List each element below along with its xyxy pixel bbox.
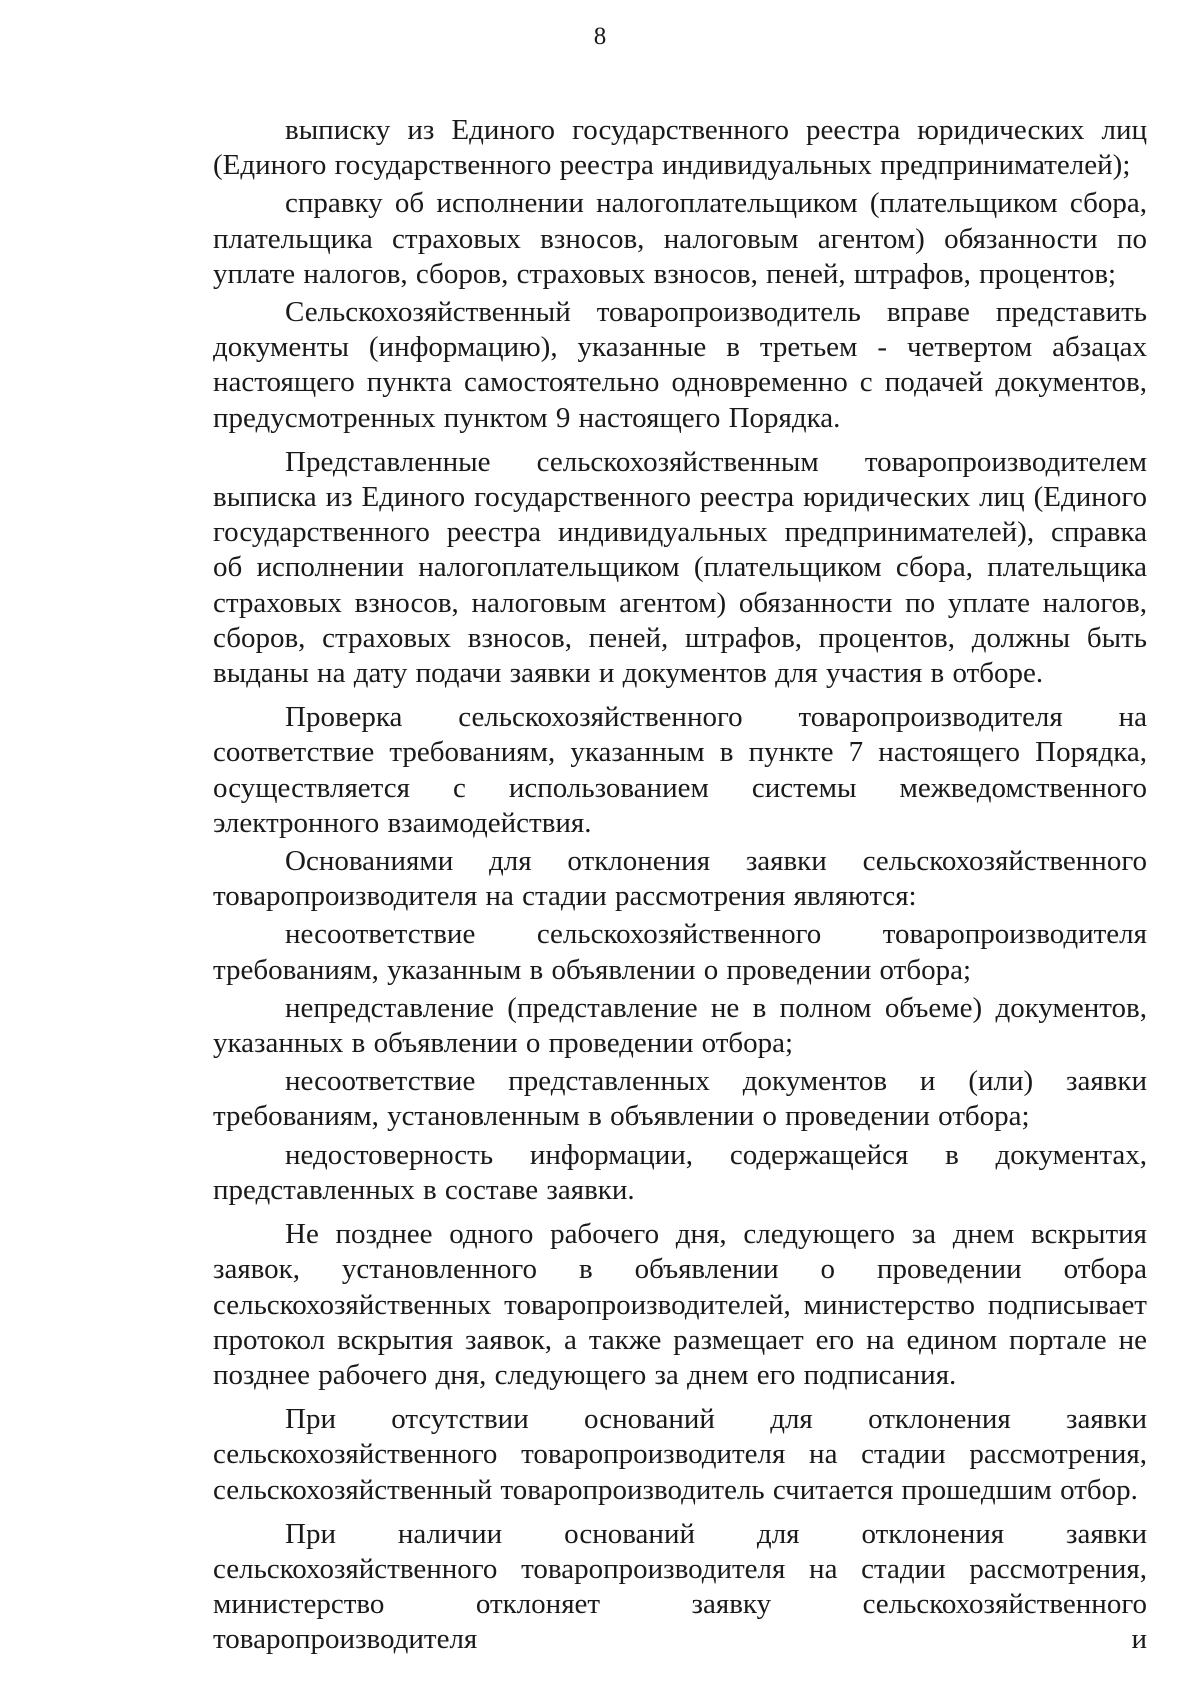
paragraph-opening-protocol: Не позднее одного рабочего дня, следующего за днем вскрытия заявок, установленного в объявлении о проведении отбора сельскохозяйственных товаропроизводителей, министерство подписывает протокол вскрытия заявок, а также размещает его на едином портале не позднее рабочего дня, следующего за днем его подписания. (213, 1218, 1147, 1391)
paragraph-documents-date: Представленные сельскохозяйственным товаропроизводителем выписка из Единого государственного реестра юридических лиц (Единого государственного реестра индивидуальных предпринимателей), справка об исполнении налогоплательщиком (плательщиком сбора, плательщика страховых взносов, налоговым агентом) обязанности по уплате налогов, сборов, страховых взносов, пеней, штрафов, процентов, должны быть выданы на дату подачи заявки и документов для участия в отборе. (213, 445, 1147, 690)
paragraph-egrul-extract: выписку из Единого государственного реестра юридических лиц (Единого государственного реестра индивидуальных предпринимателей); (213, 114, 1147, 182)
paragraph-rejection-grounds: Основаниями для отклонения заявки сельскохозяйственного товаропроизводителя на стадии рассмотрения являются: (213, 845, 1147, 913)
paragraph-right-to-submit: Сельскохозяйственный товаропроизводитель вправе представить документы (информацию), указанные в третьем - четвертом абзацах настоящего пункта самостоятельно одновременно с подачей документов, предусмотренных пунктом 9 настоящего Порядка. (213, 296, 1147, 434)
paragraph-rejection: При наличии оснований для отклонения заявки сельскохозяйственного товаропроизводителя на стадии рассмотрения, министерство отклоняет заявку сельскохозяйственного товаропроизводителя и (213, 1517, 1147, 1656)
list-item-unreliable-info: недостоверность информации, содержащейся в документах, представленных в составе заявки. (213, 1138, 1147, 1206)
list-item-noncompliance: несоответствие сельскохозяйственного товаропроизводителя требованиям, указанным в объявлении о проведении отбора; (213, 918, 1147, 986)
page-number: 8 (593, 23, 607, 50)
list-item-document-mismatch: несоответствие представленных документов и (или) заявки требованиям, установленным в объявлении о проведении отбора; (213, 1065, 1147, 1133)
paragraph-passed-selection: При отсутствии оснований для отклонения заявки сельскохозяйственного товаропроизводителя на стадии рассмотрения, сельскохозяйственный товаропроизводитель считается прошедшим отбор. (213, 1403, 1147, 1506)
paragraph-verification: Проверка сельскохозяйственного товаропроизводителя на соответствие требованиям, указанным в пункте 7 настоящего Порядка, осуществляется с использованием системы межведомственного электронного взаимодействия. (213, 701, 1147, 839)
paragraph-tax-certificate: справку об исполнении налогоплательщиком (плательщиком сбора, плательщика страховых взносов, налоговым агентом) обязанности по уплате налогов, сборов, страховых взносов, пеней, штрафов, процентов; (213, 187, 1147, 290)
document-body (213, 113, 1147, 1661)
list-item-missing-documents: непредставление (представление не в полном объеме) документов, указанных в объявлении о проведении отбора; (213, 991, 1147, 1060)
